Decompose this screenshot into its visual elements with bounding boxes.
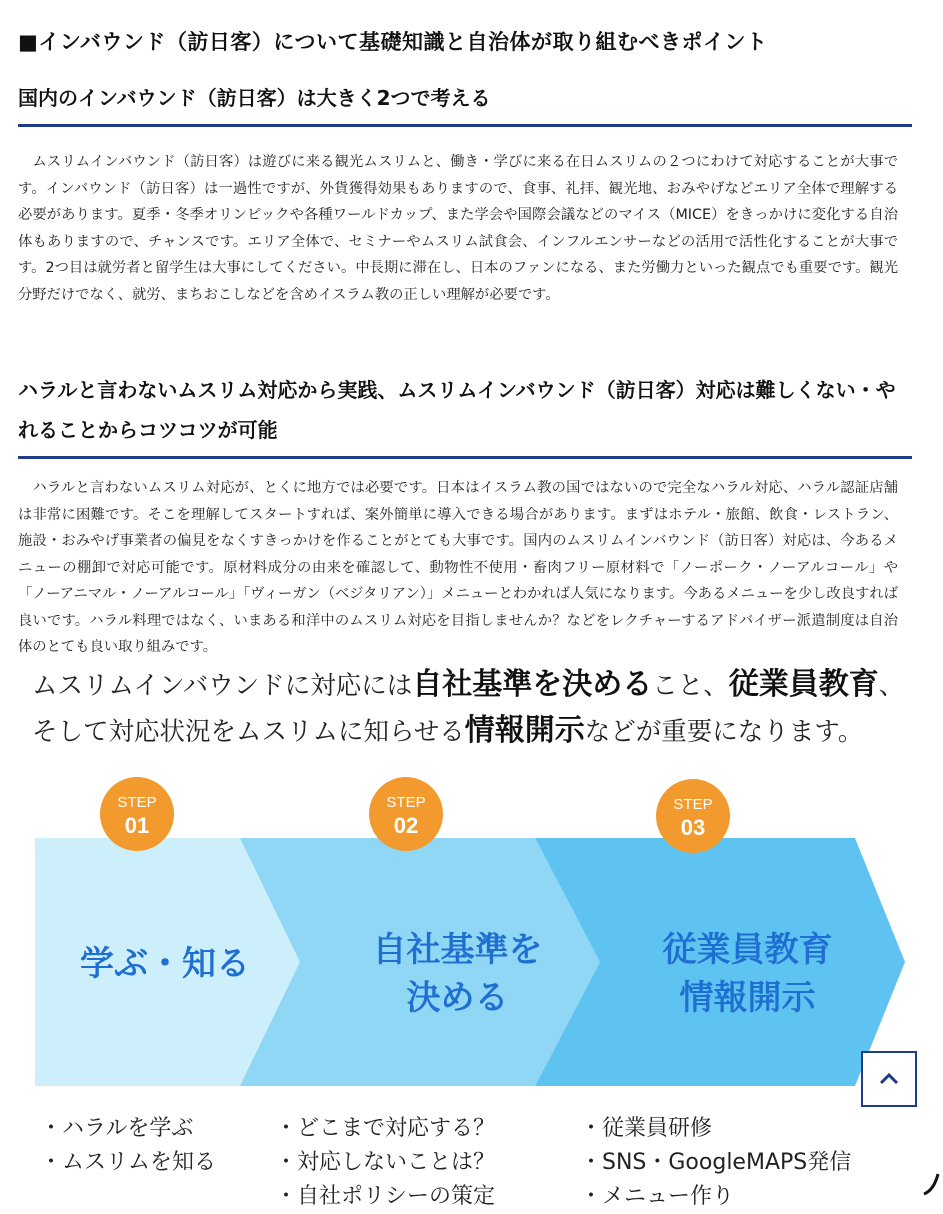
list-item: ・従業員研修 (580, 1116, 713, 1141)
step-2-badge (369, 777, 443, 851)
main-title: ■インバウンド（訪日客）について基礎知識と自治体が取り組むべきポイント (18, 30, 768, 54)
step-3-badge (656, 779, 730, 853)
list-item: ・どこまで対応する？ (275, 1116, 496, 1141)
step-3-badge-word: STEP (673, 796, 713, 813)
list-item: ・自社ポリシーの策定 (275, 1184, 496, 1209)
step-1-title: 学ぶ・知る (80, 944, 250, 984)
step-2-badge-word: STEP (386, 794, 426, 811)
step-3-title: 従業員教育 情報開示 (662, 930, 833, 1018)
step-1-badge (100, 777, 174, 851)
step-3-badge-num: 03 (680, 815, 706, 840)
section1-heading: 国内のインバウンド（訪日客）は大きく2つで考える (18, 78, 912, 127)
section1-body: ムスリムインバウンド（訪日客）は遊びに来る観光ムスリムと、働き・学びに来る在日ムスリムの２つにわけて対応することが大事です。インバウンド（訪日客）は一過性ですが、外貨獲得効果もありますので、食事、礼拝、観光地、おみやげなどエリア全体で理解する必要があります。夏季・冬季オリンピックや各種ワールドカップ、また学会や国際会議などのマイス（MICE）をきっかけに変化する自治体もありますので、チャンスです。エリア全体で、セミナーやムスリム試食会、インフルエンサーなどの活用で活性化することが大事です。2つ目は就労者と留学生は大事にしてください。中長期に滞在し、日本のファンになる、また労働力といった観点でも重要です。観光分野だけでなく、就労、まちおこしなどを含めイスラム教の正しい理解が必要です。 (18, 154, 899, 303)
step-2-bullets (275, 1112, 495, 1214)
chevron-up-icon (878, 1072, 900, 1086)
list-item: ・SNS・GoogleMAPS発信 (580, 1150, 852, 1175)
callout-line-1: ムスリムインバウンドに対応には自社基準を決めること、従業員教育、 (32, 667, 905, 702)
step-3-bullets (580, 1112, 851, 1214)
step-1-badge-num: 01 (124, 813, 150, 838)
step-1-badge-word: STEP (117, 794, 157, 811)
step-1-bullets (40, 1112, 216, 1180)
list-item: ・メニュー作り (580, 1184, 735, 1209)
callout-emphasis: 従業員教育 (728, 667, 879, 702)
callout-line-2: そして対応状況をムスリムに知らせる情報開示などが重要になります。 (32, 713, 864, 748)
list-item: ・対応しないことは？ (275, 1150, 496, 1175)
step-2-title: 自社基準を 決める (372, 930, 543, 1018)
step-2-badge-num: 02 (393, 813, 419, 838)
callout-emphasis: 情報開示 (464, 713, 585, 748)
list-item: ・ハラルを学ぶ (40, 1116, 194, 1141)
section2-body: ハラルと言わないムスリム対応が、とくに地方では必要です。日本はイスラム教の国ではないので完全なハラル対応、ハラル認証店舗は非常に困難です。そこを理解してスタートすれば、案外簡単に導入できる場合があります。まずはホテル・旅館、飲食・レストラン、施設・おみやげ事業者の偏見をなくすきっかけを作ることがとても大事です。国内のムスリムインバウンド（訪日客）対応は、今あるメニューの棚卸で対応可能です。原材料成分の由来を確認して、動物性不使用・畜肉フリー原材料で「ノーポーク・ノーアルコール」や「ノーアニマル・ノーアルコール」「ヴィーガン（ベジタリアン）」メニューとわかれば人気になります。今あるメニューを少し改良すれば良いです。ハラル料理ではなく、いまある和洋中のムスリム対応を目指しませんか？などをレクチャーするアドバイザー派遣制度は自治体のとても良い取り組みです。 (18, 480, 899, 655)
callout-emphasis: 自社基準を決める (412, 667, 653, 702)
list-item: ・ムスリムを知る (40, 1150, 217, 1175)
section2-heading: ハラルと言わないムスリム対応から実践、ムスリムインバウンド（訪日客）対応は難しくない・やれることからコツコツが可能 (18, 370, 912, 459)
resize-handle-icon (920, 1160, 942, 1200)
scroll-to-top-button[interactable] (861, 1051, 917, 1107)
